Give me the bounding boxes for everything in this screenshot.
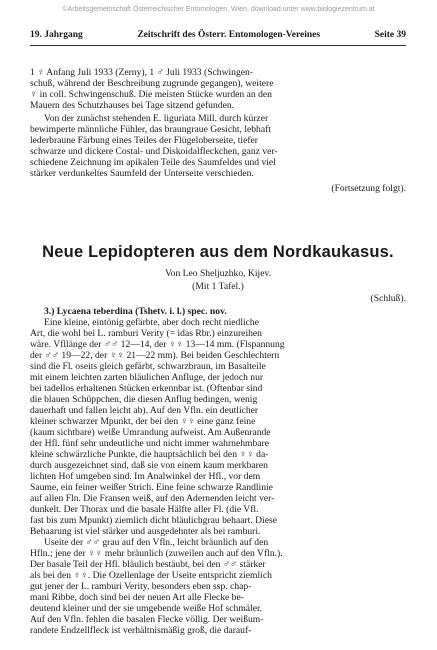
text-line: der ♂♂ 19—22, der ♀♀ 21—22 mm). Bei beiden Geschlechtern [30,350,280,361]
text-line: ♀ in coll. Schwingenschuß. Die meisten Stücke wurden an den [30,89,272,100]
text-line: Behaarung ist viel stärker und ausgedehnter als bei ramburi. [30,526,261,537]
page-header [30,30,406,40]
text-line: schuß, während der Beschreibung zugrunde gegangen), weitere [30,78,274,89]
text-line: Art, die wohl bei L. ramburi Verity (= idas Rbr.) einzureihen [30,328,262,339]
text-line: fast bis zum Mpunkt) ziemlich dicht bläulichgrau behaart. Diese [30,515,277,526]
journal-volume: 19. Jahrgang [30,30,83,40]
text-line: gut jener der L. ramburi Verity, besonders eben ssp. chap- [30,581,252,592]
text-line: als bei den ♀♀. Die Ozellenlage der Useite entspricht ziemlich [30,570,272,581]
journal-title: Zeitschrift des Österr. Entomologen-Vereines [137,30,321,40]
text-line: Hfln.; jene der ♀♀ mehr bräunlich (zuweilen auch auf den Vfln.). [30,548,283,559]
text-line: Von der zunächst stehenden E. liguriata Mill. durch kürzer [44,113,269,124]
text-line: dauerhaft und fallen leicht ab). Auf den Vfln. ein deutlicher [30,405,259,416]
text-line: wäre. Vfllänge der ♂♂ 12—14, der ♀♀ 13—14 mm. (Flspannung [30,339,285,350]
plate-note: (Mit 1 Tafel.) [192,281,244,292]
text-line: der Hfl. fünf sehr undeutliche und nicht immer wahrnehmbare [30,438,269,449]
text-line: auf allen Fln. Die Fransen weiß, auf den Adernenden leicht ver- [30,493,275,504]
text-line: Mauern des Schutzhauses bei Tage sitzend gefunden. [30,100,235,111]
text-line: durch ausgezeichnet sind, daß sie von einem kaum merkbaren [30,460,268,471]
text-line: bewimperte männliche Fühler, das braungraue Gesicht, lebhaft [30,124,271,135]
text-line: 1 ♀ Anfang Juli 1933 (Zerny), 1 ♂ Juli 1933 (Schwingen- [30,67,254,78]
conclusion-note: (Schluß). [370,293,406,304]
text-line: Der basale Teil der Hfl. bläulich bestäubt, bei den ♂♂ stärker [30,559,266,570]
text-line: lichten Hof umgeben sind. Im Analwinkel der Hfl., vor dem [30,471,261,482]
text-line: deutend kleiner und der sie umgebende weiße Hof schmäler. [30,603,263,614]
text-line: mit einem leichten zarten bläulichen Anfluge, der jedoch nur [30,372,264,383]
text-line: Saume, ein feiner weißer Strich. Eine feine schwarze Randlinie [30,482,273,493]
continuation-note: (Fortsetzung folgt). [331,183,406,194]
article-title: Neue Lepidopteren aus dem Nordkaukasus. [42,243,394,261]
page-number: Seite 39 [374,30,406,40]
text-line: schwarze und dickere Costal- und Diskoidalfleckchen, ganz ver- [30,146,278,157]
text-line: sind die Fl. oseits gleich gefärbt, schwarzbraun, im Basalteile [30,361,266,372]
paragraph-specimens [30,67,406,111]
text-line: bei tadellos erhaltenen Stücken erkennbar ist. (Oftenbar sind [30,383,263,394]
text-line: kleine schwärzliche Punkte, die hauptsächlich bei den ♀♀ da- [30,449,269,460]
text-line: schiedene Zeichnung im apikalen Teile des Saumfeldes und viel [30,157,276,168]
text-line: Eine kleine, eintönig gefärbte, aber doch recht niedliche [44,317,259,328]
text-line: Useite der ♂♂ grau auf den Vfln., leicht bräunlich auf den [44,537,269,548]
text-line: stärker verdunkeltes Saumfeld der Unterseite verschieden. [30,168,254,179]
header-rule [30,45,406,46]
text-line: Auf den Vfln. fehlen die basalen Flecke völlig. Der weißum- [30,614,264,625]
paragraph-underside [30,537,406,636]
text-line: kleiner schwarzer Mpunkt, der bei den ♀♀ eine ganz feine [30,416,256,427]
text-line: randete Endzellfleck ist verhältnismäßig groß, die darauf- [30,625,252,636]
article-byline: Von Leo Sheljuzhko, Kijev. [164,268,272,279]
text-line: lederbraune Färbung eines Teiles der Flügeloberseite, tiefer [30,135,258,146]
text-line: dunkelt. Der Thorax und die basale Hälfte aller Fl. (die Vfl. [30,504,259,515]
copyright-watermark: ©Arbeitsgemeinschaft Österreichischer Entomologen, Wien, download unter www.biologiezentrum.at [62,6,375,13]
paragraph-description [30,306,406,537]
text-line: (kaum sichtbare) weiße Umrandung aufweist. Am Außenrande [30,427,271,438]
paragraph-comparison [30,113,406,179]
species-heading: 3.) Lycaena teberdina (Tshetv. i. l.) spec. nov. [44,306,227,317]
text-line: die blauen Schüppchen, die diesen Anflug bedingen, wenig [30,394,258,405]
text-line: mani Ribbe, doch sind bei der neuen Art alle Flecke be- [30,592,244,603]
